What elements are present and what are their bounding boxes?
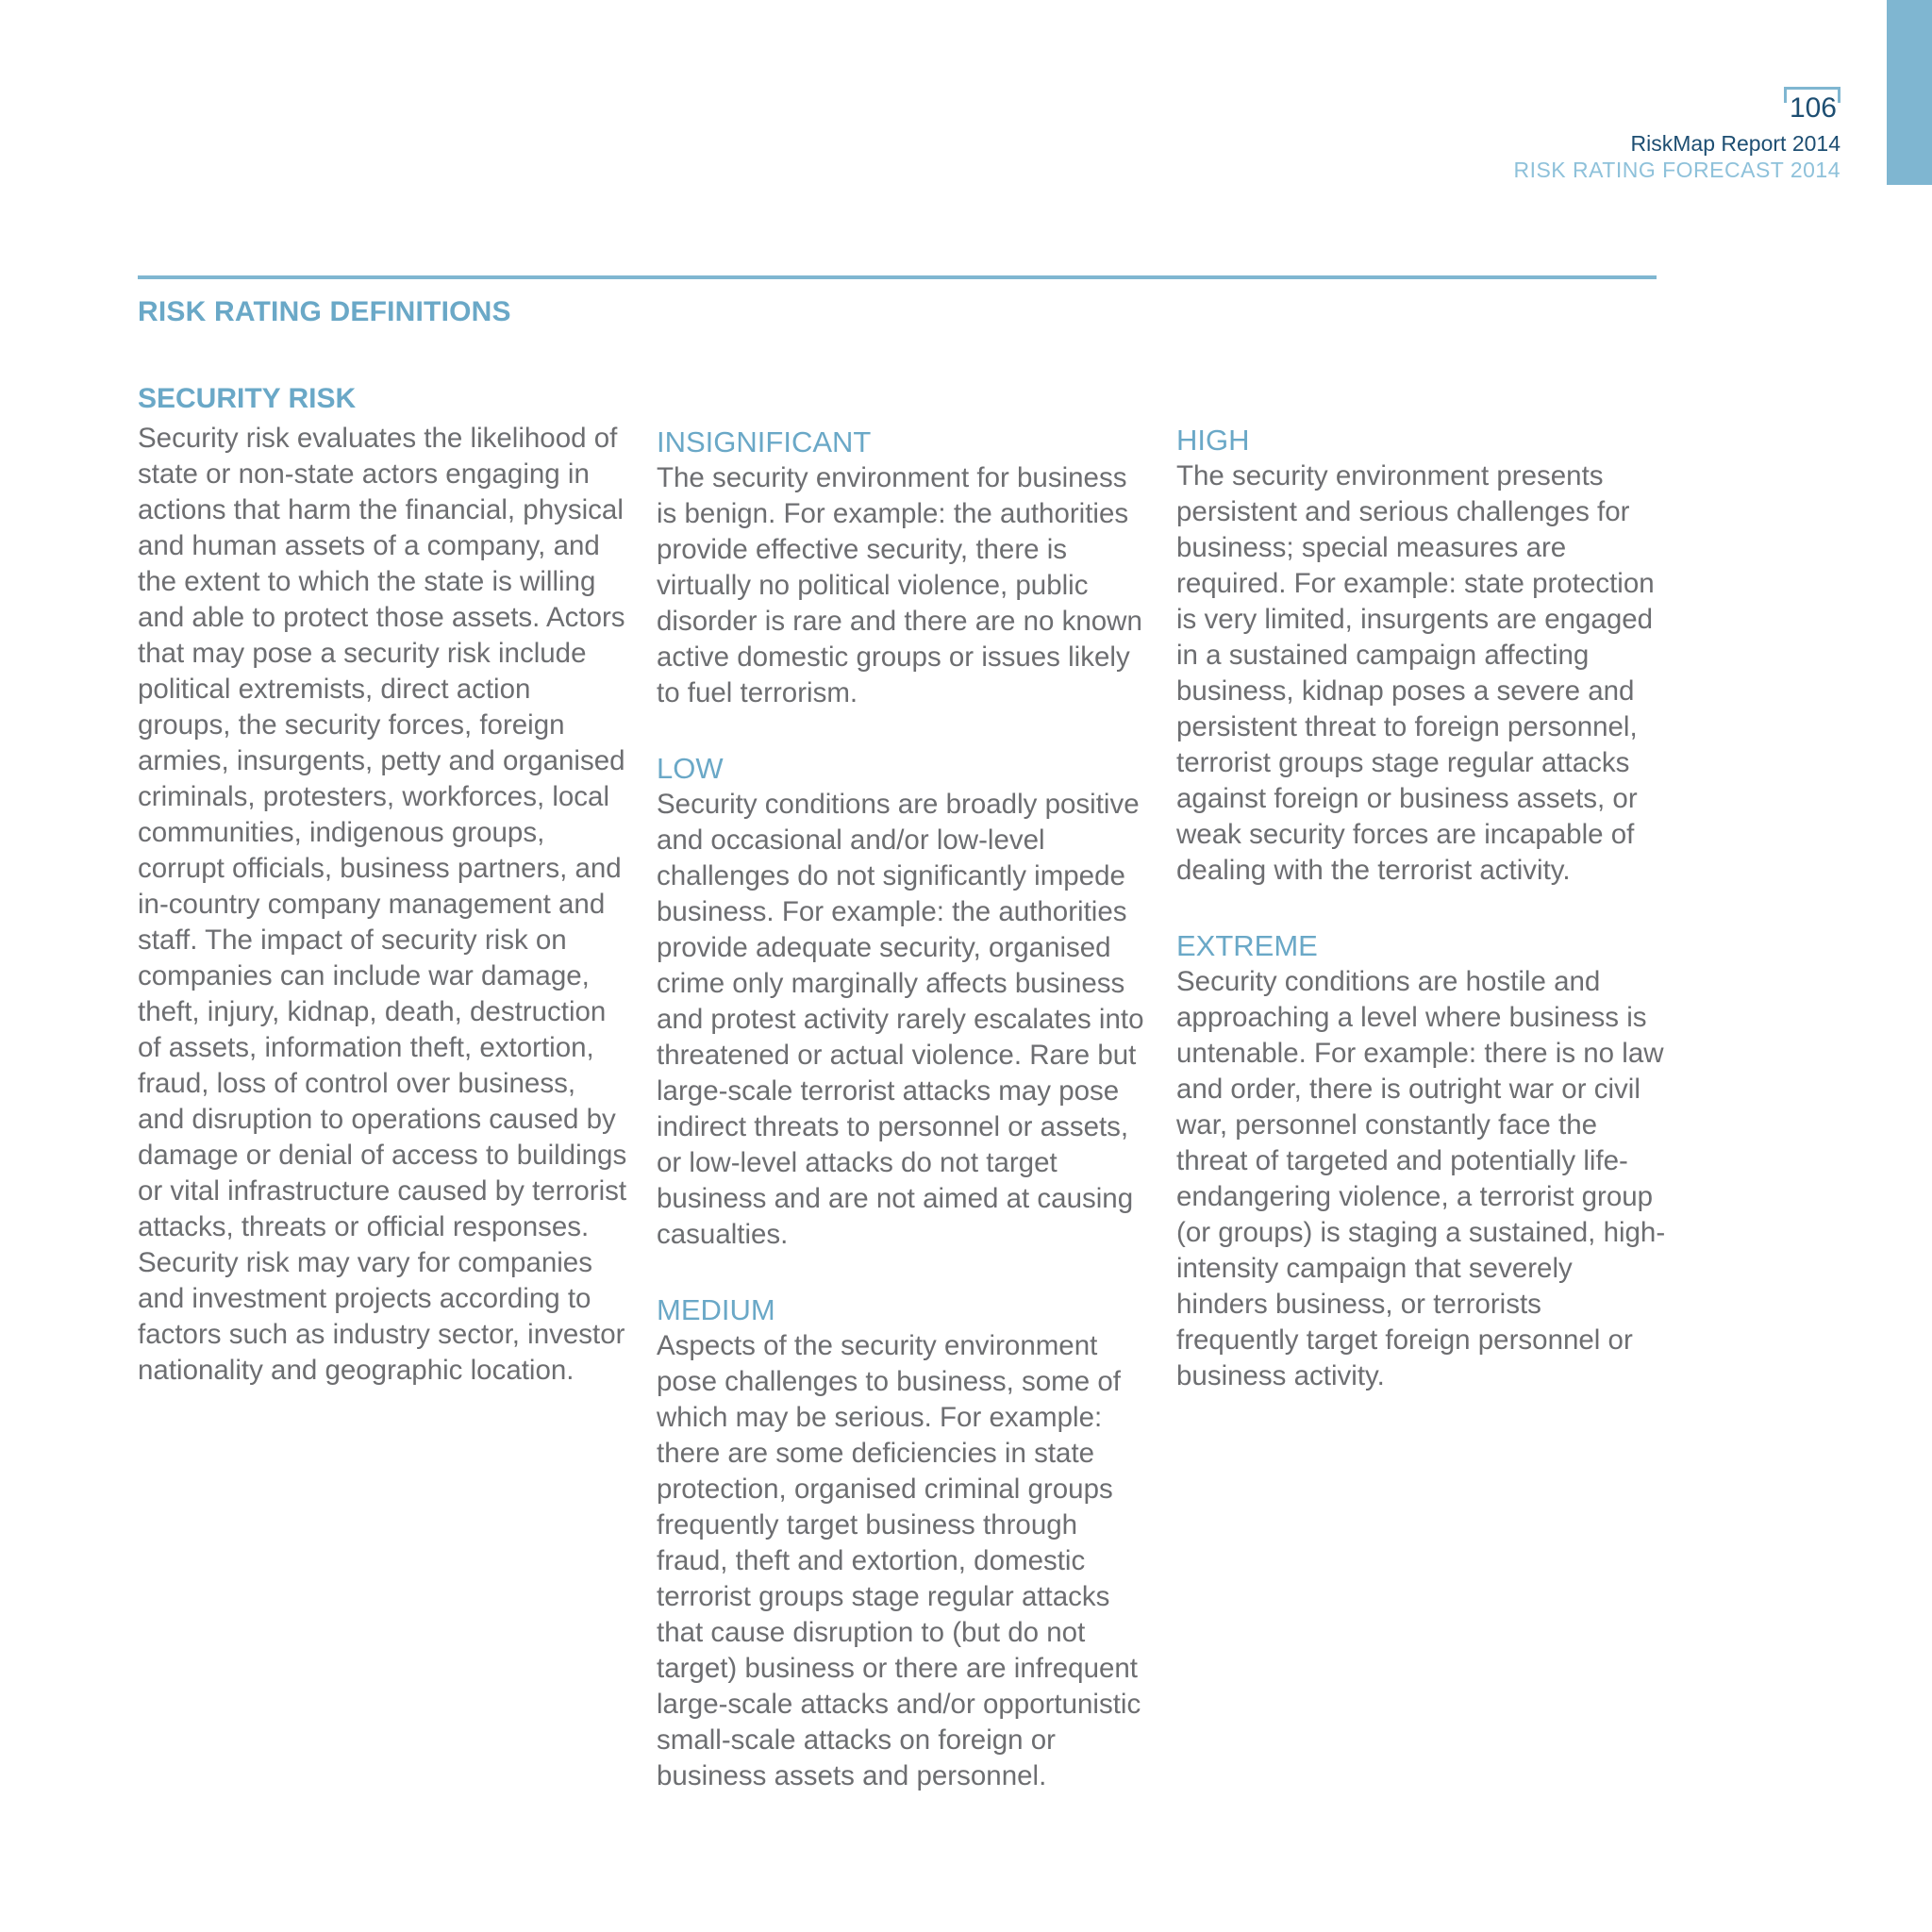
- security-risk-column: [138, 379, 628, 1389]
- page-header: [1513, 87, 1840, 183]
- security-risk-title: SECURITY RISK: [138, 383, 357, 414]
- level-heading-extreme: EXTREME: [1176, 929, 1318, 962]
- level-heading-insignificant: INSIGNIFICANT: [657, 425, 872, 458]
- level-heading-high: HIGH: [1176, 424, 1250, 457]
- level-body-insignificant: The security environment for business is benign. For example: the authorities provide effective security, there is virtually no political violence, public disorder is rare and there are no known active domestic groups or issues likely to fuel terrorism.: [657, 462, 1142, 708]
- level-body-high: The security environment presents persistent and serious challenges for business; special measures are required. For example: state protection is very limited, insurgents are engaged in a sustained campaign affecting business, kidnap poses a severe and persistent threat to foreign personnel, terrorist groups stage regular attacks against foreign or business assets, or weak security forces are incapable of dealing with the terrorist activity.: [1176, 460, 1655, 886]
- level-body-extreme: Security conditions are hostile and approaching a level where business is untenable. For example: there is no law and order, there is outright war or civil war, personnel constantly face the threat of targeted and potentially life-endangering violence, a terrorist group (or groups) is staging a sustained, high-intensity campaign that severely hinders business, or terrorists frequently target foreign personnel or business activity.: [1176, 966, 1666, 1391]
- section-title: RISK RATING DEFINITIONS: [138, 296, 511, 327]
- level-heading-low: LOW: [657, 752, 724, 785]
- page-number: [1784, 87, 1840, 125]
- level-heading-medium: MEDIUM: [657, 1293, 775, 1326]
- report-title: RiskMap Report 2014: [1630, 131, 1840, 156]
- levels-column-middle: [657, 425, 1147, 1834]
- level-body-medium: Aspects of the security environment pose challenges to business, some of which may be serious. For example: there are some deficiencies in state protection, organised criminal groups frequently target business through fraud, theft and extortion, domestic terrorist groups stage regular attacks that cause disruption to (but do not target) business or there are infrequent large-scale attacks and/or opportunistic small-scale attacks on foreign or business assets and personnel.: [657, 1330, 1141, 1791]
- level-extreme: [1176, 928, 1667, 1394]
- security-risk-body: Security risk evaluates the likelihood of state or non-state actors engaging in actions that harm the financial, physical and human assets of a company, and the extent to which the state is willing and able to protect those assets. Actors that may pose a security risk include political extremists, direct action groups, the security forces, foreign armies, insurgents, petty and organised criminals, protesters, workforces, local communities, indigenous groups, corrupt officials, business partners, and in-country company management and staff. The impact of security risk on companies can include war damage, theft, injury, kidnap, death, destruction of assets, information theft, extortion, fraud, loss of control over business, and disruption to operations caused by damage or denial of access to buildings or vital infrastructure caused by terrorist attacks, threats or official responses. Security risk may vary for companies and investment projects according to factors such as industry sector, investor nationality and geographic location.: [138, 423, 627, 1386]
- side-color-tab: [1887, 0, 1932, 185]
- level-high: [1176, 423, 1667, 889]
- level-low: [657, 751, 1147, 1253]
- levels-column-right: [1176, 423, 1667, 1434]
- section-divider: [138, 275, 1657, 279]
- level-insignificant: [657, 425, 1147, 711]
- level-medium: [657, 1292, 1147, 1794]
- page-number-text: 106: [1789, 92, 1837, 124]
- level-body-low: Security conditions are broadly positive and occasional and/or low-level challenges do not significantly impede business. For example: the authorities provide adequate security, organised crime only marginally affects business and protest activity rarely escalates into threatened or actual violence. Rare but large-scale terrorist attacks may pose indirect threats to personnel or assets, or low-level attacks do not target business and are not aimed at causing casualties.: [657, 789, 1144, 1250]
- report-subtitle: RISK RATING FORECAST 2014: [1513, 158, 1840, 182]
